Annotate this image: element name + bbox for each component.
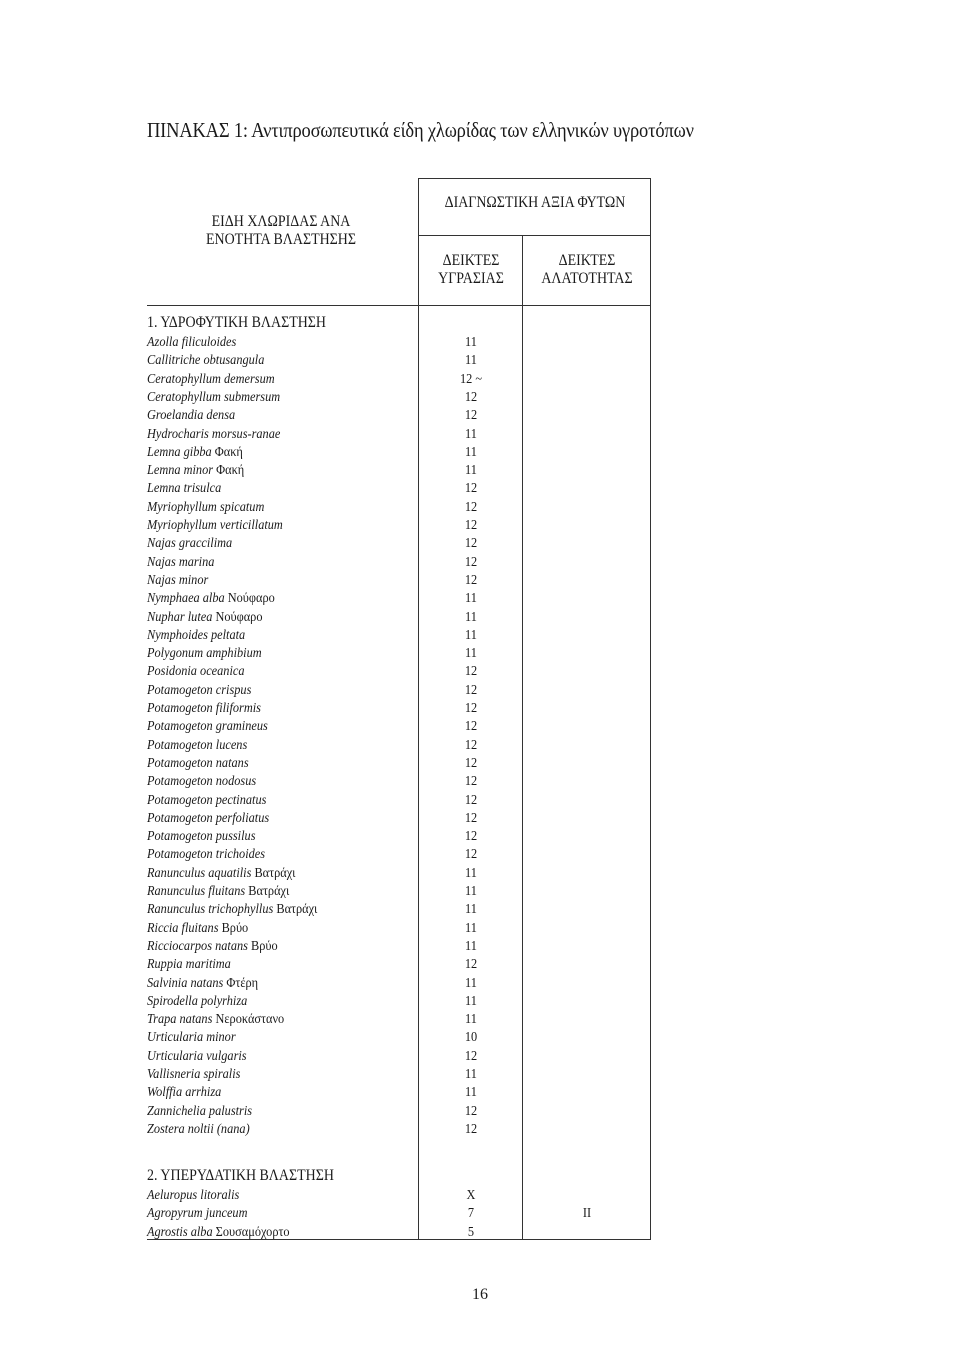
latin-name: Trapa natans (147, 1012, 213, 1028)
table-row (0, 427, 960, 445)
common-name: Φακή (216, 463, 245, 479)
table-row (0, 1122, 960, 1140)
table-row (0, 500, 960, 518)
latin-name: Potamogeton pussilus (147, 829, 256, 845)
species-name (147, 829, 255, 845)
table-row (0, 536, 960, 554)
latin-name: Ricciocarpos natans (147, 938, 248, 954)
table-row (0, 847, 960, 865)
table-row (0, 353, 960, 371)
common-name: Νούφαρο (215, 609, 263, 625)
species-name (147, 555, 214, 571)
humidity-value: 12 (464, 829, 478, 845)
humidity-value: 5 (467, 1224, 475, 1240)
page-title: ΠΙΝΑΚΑΣ 1: Αντιπροσωπευτικά είδη χλωρίδας των ελληνικών υγροτόπων (147, 118, 694, 142)
table-row (0, 994, 960, 1012)
humidity-column-header (425, 252, 517, 288)
species-name (147, 847, 265, 863)
species-name (147, 884, 289, 900)
table-row (0, 939, 960, 957)
table-row (0, 1012, 960, 1030)
latin-name: Salvinia natans (147, 975, 224, 991)
common-name: Φακή (214, 444, 243, 460)
humidity-value: 12 (464, 792, 478, 808)
table-row (0, 646, 960, 664)
table-row (0, 902, 960, 920)
latin-name: Potamogeton crispus (147, 682, 252, 698)
latin-name: Lemna trisulca (147, 481, 222, 497)
humidity-value: 12 (464, 499, 478, 515)
table-row (0, 408, 960, 426)
table-row (0, 866, 960, 884)
table-row (0, 738, 960, 756)
humidity-value: 11 (465, 865, 477, 881)
latin-name: Lemna minor (147, 463, 214, 479)
species-name (147, 1188, 239, 1204)
humidity-value: 12 ~ (459, 371, 483, 387)
latin-name: Potamogeton gramineus (147, 719, 268, 735)
species-name (147, 811, 269, 827)
species-name (147, 921, 248, 937)
species-name (147, 372, 275, 388)
species-name (147, 591, 275, 607)
latin-name: Polygonum amphibium (147, 646, 262, 662)
latin-name: Ruppia maritima (147, 957, 231, 973)
species-name (147, 793, 266, 809)
species-name (147, 976, 258, 992)
latin-name: Potamogeton pectinatus (147, 792, 267, 808)
salinity-column-header (529, 252, 644, 288)
species-name (147, 1067, 240, 1083)
species-name (147, 866, 295, 882)
latin-name: Vallisneria spiralis (147, 1067, 241, 1082)
latin-name: Agropyrum junceum (147, 1206, 248, 1222)
latin-name: Posidonia oceanica (147, 664, 245, 680)
table-row (0, 1030, 960, 1048)
latin-name: Callitriche obtusangula (147, 353, 265, 369)
humidity-value: 11 (465, 920, 477, 936)
table-row (0, 591, 960, 609)
species-name (147, 939, 278, 955)
header-line: ΑΛΑΤΟΤΗΤΑΣ (541, 270, 633, 287)
latin-name: Potamogeton filiformis (147, 701, 261, 716)
species-name (147, 1012, 284, 1028)
latin-name: Azolla filiculoides (147, 335, 237, 350)
species-name (147, 1104, 252, 1120)
table-row (0, 1104, 960, 1122)
table-row (0, 793, 960, 811)
humidity-value: 12 (464, 719, 478, 735)
table-row (0, 719, 960, 737)
latin-name: Potamogeton perfoliatus (147, 810, 270, 826)
group-header: ΔΙΑΓΝΩΣΤΙΚΗ ΑΞΙΑ ΦΥΤΩΝ (444, 194, 626, 211)
species-name (147, 1225, 290, 1241)
species-name (147, 683, 251, 699)
table-row (0, 701, 960, 719)
common-name: Φτέρη (226, 975, 259, 991)
humidity-value: 11 (465, 646, 477, 662)
table-group-divider (418, 235, 651, 236)
latin-name: Urticularia vulgaris (147, 1048, 247, 1064)
species-name (147, 1030, 236, 1046)
humidity-value: 11 (465, 1067, 477, 1082)
table-header-divider (147, 305, 651, 306)
humidity-value: 12 (464, 682, 478, 698)
table-row (0, 1085, 960, 1103)
section-title: 2. ΥΠΕΡΥΔΑΤΙΚΗ ΒΛΑΣΤΗΣΗ (147, 1167, 334, 1184)
species-column-header (163, 213, 399, 249)
humidity-value: X (466, 1188, 476, 1203)
table-row (0, 463, 960, 481)
latin-name: Nymphaea alba (147, 591, 225, 607)
latin-name: Agrostis alba (147, 1224, 213, 1240)
species-name (147, 719, 268, 735)
species-name (147, 1049, 247, 1065)
humidity-value: 12 (464, 389, 478, 405)
table-row (0, 610, 960, 628)
humidity-value: 11 (465, 975, 477, 991)
common-name: Νούφαρο (227, 591, 275, 607)
humidity-value: 12 (464, 554, 478, 570)
species-name (147, 427, 280, 443)
common-name: Βρύο (221, 920, 249, 936)
table-row (0, 774, 960, 792)
species-name (147, 738, 247, 754)
latin-name: Riccia fluitans (147, 920, 219, 936)
latin-name: Aeluropus litoralis (147, 1188, 240, 1203)
latin-name: Najas marina (147, 554, 215, 570)
latin-name: Ceratophyllum submersum (147, 389, 281, 405)
common-name: Σουσαμόχορτο (215, 1224, 290, 1240)
latin-name: Myriophyllum spicatum (147, 499, 265, 515)
latin-name: Ranunculus fluitans (147, 884, 246, 899)
humidity-value: 12 (464, 518, 478, 533)
humidity-value: 12 (464, 774, 478, 790)
header-line: ΥΓΡΑΣΙΑΣ (438, 270, 504, 287)
species-name (147, 957, 231, 973)
common-name: Βατράχι (254, 865, 296, 881)
species-name (147, 500, 264, 516)
table-row (0, 628, 960, 646)
humidity-value: 11 (465, 884, 477, 899)
table-row (0, 1188, 960, 1206)
species-name (147, 628, 245, 644)
table-row (0, 664, 960, 682)
table-row (0, 1206, 960, 1224)
humidity-value: 11 (465, 938, 477, 954)
latin-name: Ceratophyllum demersum (147, 371, 275, 387)
table-row (0, 1225, 960, 1243)
latin-name: Potamogeton trichoides (147, 847, 266, 863)
table-row (0, 683, 960, 701)
humidity-value: 12 (464, 408, 478, 424)
table-row (0, 884, 960, 902)
table-row (0, 1067, 960, 1085)
humidity-value: 11 (465, 353, 477, 369)
species-name (147, 390, 280, 406)
table-row (0, 555, 960, 573)
humidity-value: 12 (464, 1103, 478, 1119)
latin-name: Groelandia densa (147, 408, 236, 424)
latin-name: Ranunculus aquatilis (147, 865, 252, 881)
table-row (0, 957, 960, 975)
species-name (147, 335, 236, 351)
common-name: Βατράχι (248, 884, 290, 899)
table-row (0, 390, 960, 408)
latin-name: Ranunculus trichophyllus (147, 902, 274, 918)
humidity-value: 7 (467, 1206, 475, 1222)
humidity-value: 12 (464, 1121, 478, 1137)
humidity-value: 12 (464, 572, 478, 588)
common-name: Βατράχι (276, 902, 318, 918)
page-number: 16 (472, 1286, 488, 1303)
latin-name: Najas minor (147, 572, 209, 588)
section-title: 1. ΥΔΡΟΦΥΤΙΚΗ ΒΛΑΣΤΗΣΗ (147, 314, 327, 331)
humidity-value: 12 (464, 536, 478, 552)
table-row (0, 573, 960, 591)
humidity-value: 11 (465, 1012, 477, 1028)
latin-name: Zannichelia palustris (147, 1103, 253, 1119)
humidity-value: 12 (464, 957, 478, 973)
species-name (147, 536, 232, 552)
common-name: Βρύο (251, 938, 278, 954)
humidity-value: 12 (464, 810, 478, 826)
humidity-value: 12 (464, 755, 478, 771)
table-row (0, 518, 960, 536)
humidity-value: 12 (464, 481, 478, 497)
humidity-value: 11 (465, 591, 477, 607)
latin-name: Urticularia minor (147, 1030, 236, 1046)
latin-name: Nuphar lutea (147, 609, 213, 625)
table-row (0, 811, 960, 829)
latin-name: Hydrocharis morsus-ranae (147, 426, 281, 442)
header-line: ΕΙΔΗ ΧΛΩΡΙΔΑΣ ΑΝΑ (211, 213, 351, 230)
latin-name: Potamogeton lucens (147, 737, 248, 753)
species-name (147, 1122, 250, 1138)
table-row (0, 335, 960, 353)
species-name (147, 646, 262, 662)
latin-name: Nymphoides peltata (147, 627, 246, 643)
humidity-value: 11 (465, 463, 477, 479)
species-name (147, 463, 244, 479)
species-name (147, 701, 261, 717)
latin-name: Najas graccilima (147, 536, 233, 552)
table-border-top (418, 178, 651, 179)
humidity-value: 11 (465, 426, 477, 442)
table-row (0, 829, 960, 847)
humidity-value: 12 (464, 737, 478, 753)
humidity-value: 10 (464, 1030, 478, 1046)
species-name (147, 1085, 221, 1101)
species-name (147, 445, 243, 461)
species-name (147, 664, 245, 680)
header-line: ΕΝΟΤΗΤΑ ΒΛΑΣΤΗΣΗΣ (206, 231, 356, 248)
species-name (147, 774, 256, 790)
table-row (0, 921, 960, 939)
latin-name: Potamogeton nodosus (147, 774, 257, 790)
table-row (0, 372, 960, 390)
species-name (147, 756, 249, 772)
species-name (147, 481, 221, 497)
species-name (147, 994, 247, 1010)
table-row (0, 976, 960, 994)
latin-name: Wolffia arrhiza (147, 1085, 222, 1101)
salinity-value: II (582, 1206, 592, 1222)
table-row (0, 445, 960, 463)
humidity-value: 11 (465, 444, 477, 460)
humidity-value: 11 (465, 627, 477, 643)
humidity-value: 11 (465, 335, 477, 350)
latin-name: Potamogeton natans (147, 755, 249, 771)
humidity-value: 12 (464, 664, 478, 680)
species-name (147, 353, 264, 369)
table-row (0, 756, 960, 774)
humidity-value: 12 (464, 847, 478, 863)
species-name (147, 518, 283, 534)
latin-name: Lemna gibba (147, 444, 212, 460)
humidity-value: 12 (464, 701, 478, 716)
latin-name: Zostera noltii (nana) (147, 1121, 250, 1137)
common-name: Νεροκάστανο (215, 1012, 285, 1028)
species-name (147, 573, 208, 589)
humidity-value: 11 (465, 609, 477, 625)
header-line: ΔΕΙΚΤΕΣ (442, 252, 500, 269)
species-name (147, 408, 235, 424)
humidity-value: 11 (465, 993, 477, 1009)
humidity-value: 11 (465, 902, 477, 918)
species-name (147, 1206, 247, 1222)
latin-name: Spirodella polyrhiza (147, 993, 248, 1009)
species-name (147, 902, 317, 918)
species-name (147, 610, 262, 626)
table-row (0, 481, 960, 499)
header-line: ΔΕΙΚΤΕΣ (558, 252, 616, 269)
humidity-value: 12 (464, 1048, 478, 1064)
latin-name: Myriophyllum verticillatum (147, 518, 283, 533)
table-row (0, 1049, 960, 1067)
humidity-value: 11 (465, 1085, 477, 1101)
